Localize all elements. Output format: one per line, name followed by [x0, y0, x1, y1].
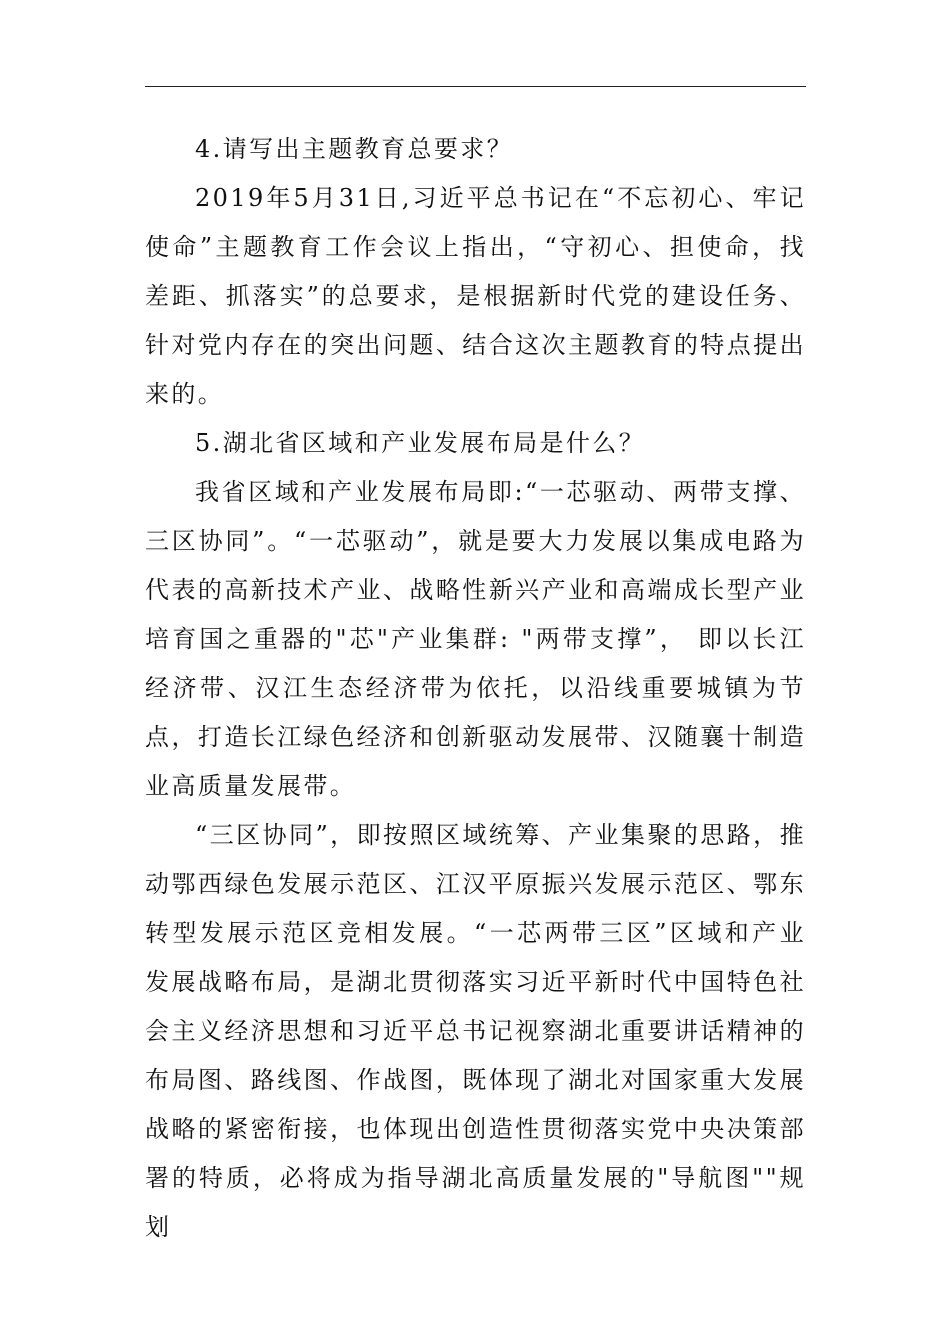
answer-4-paragraph: 2019年5月31日,习近平总书记在“不忘初心、牢记使命”主题教育工作会议上指出，“守初心、担使命，找差距、抓落实”的总要求，是根据新时代党的建设任务、针对党内存在的突出问题、结合这次主题教育的特点提出来的。 — [145, 184, 806, 408]
answer-5-continuation-paragraph: “三区协同”，即按照区域统筹、产业集聚的思路，推动鄂西绿色发展示范区、江汉平原振兴发展示范区、鄂东转型发展示范区竞相发展。“一芯两带三区”区域和产业发展战略布局，是湖北贯彻落实习近平新时代中国特色社会主义经济思想和习近平总书记视察湖北重要讲话精神的布局图、路线图、作战图，既体现了湖北对国家重大发展战略的紧密衔接，也体现出创造性贯彻落实党中央决策部署的特质，必将成为指导湖北高质量发展的"导航图""规划 — [145, 821, 806, 1241]
question-4-heading: 4.请写出主题教育总要求？ — [195, 135, 514, 163]
header-rule — [145, 86, 806, 87]
question-5-heading: 5.湖北省区域和产业发展布局是什么？ — [195, 429, 646, 457]
document-body — [145, 125, 806, 1252]
answer-5-paragraph: 我省区域和产业发展布局即:“一芯驱动、两带支撑、三区协同”。“一芯驱动”，就是要大力发展以集成电路为代表的高新技术产业、战略性新兴产业和高端成长型产业培育国之重器的"芯"产业集群: "两带支撑”， 即以长江经济带、汉江生态经济带为依托，以沿线重要城镇为节点，打造长江绿色经济和创新驱动发展带、汉随襄十制造业高质量发展带。 — [145, 478, 806, 800]
